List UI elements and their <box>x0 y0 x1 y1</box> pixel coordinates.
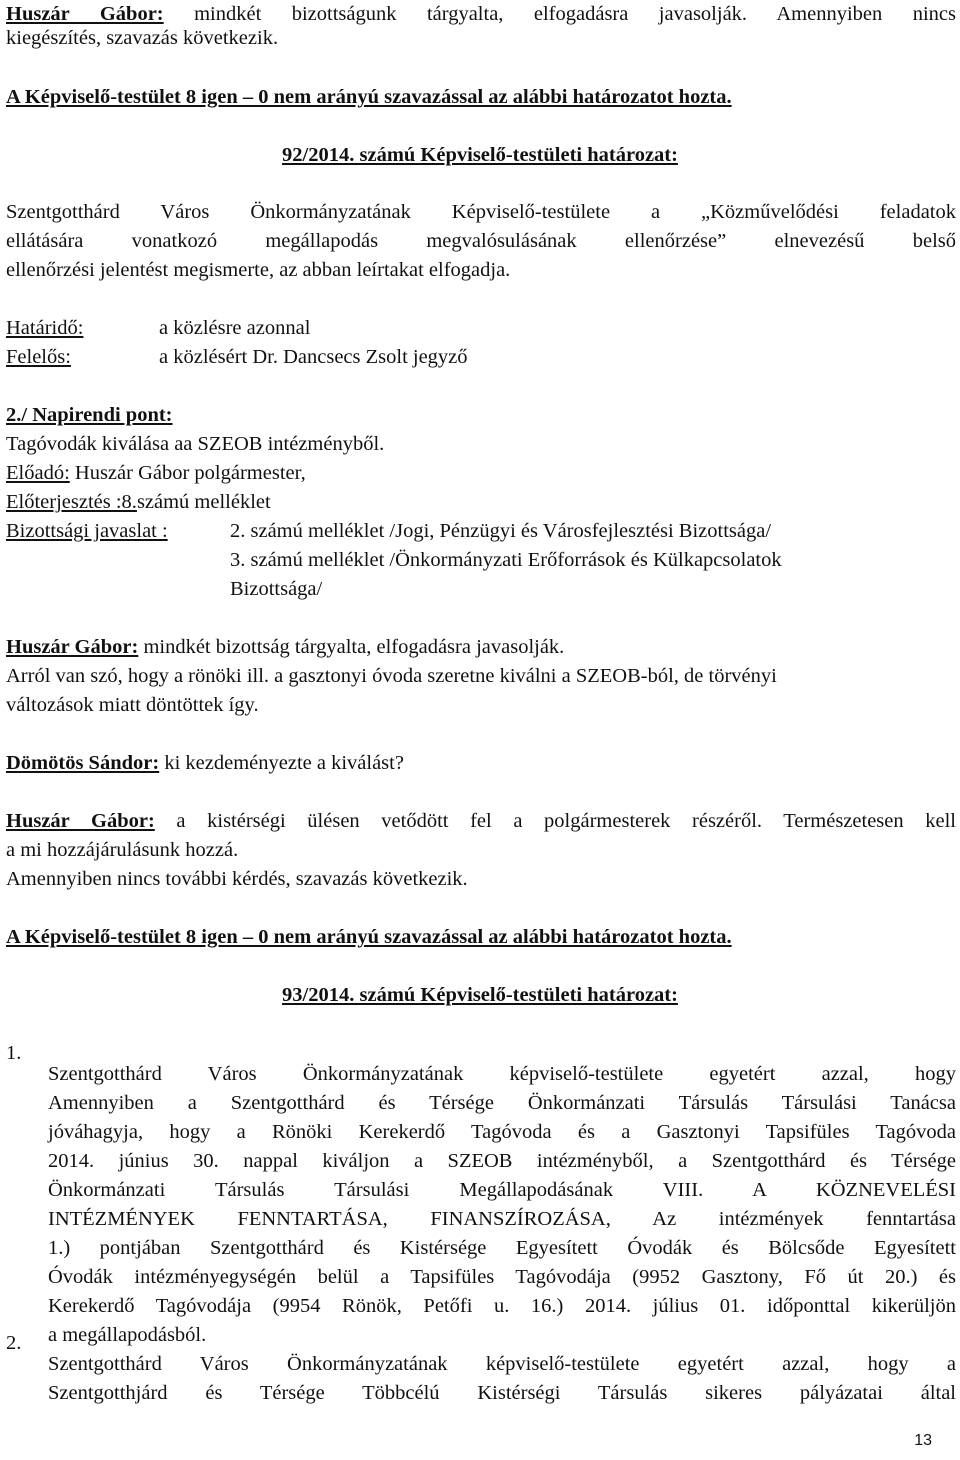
speech-line: kiegészítés, szavazás következik. <box>6 27 279 49</box>
item-line: 2014. június 30. nappal kiváljon a SZEOB intézményből, a Szentgotthárd és Térsége <box>48 1149 956 1172</box>
speaker-name: Huszár Gábor: <box>6 3 164 25</box>
item-line: Szentgotthárd Város Önkormányzatának képviselő-testülete egyetért azzal, hogy <box>48 1062 956 1085</box>
speech-line: változások miatt döntöttek így. <box>6 694 259 716</box>
proposal-row <box>6 488 956 517</box>
speech-line: a mi hozzájárulásunk hozzá. <box>6 839 239 861</box>
deadline-label: Határidő: <box>6 317 84 339</box>
page-number: 13 <box>914 1432 932 1449</box>
item-number: 1. <box>6 1042 22 1064</box>
item-line: Szentgotthjárd és Térsége Többcélú Kistérségi Társulás sikeres pályázatai által <box>48 1381 956 1404</box>
committee-line: Bizottsága/ <box>230 578 323 600</box>
speaker-name: Huszár Gábor: <box>6 636 139 658</box>
committee-line: 2. számú melléklet /Jogi, Pénzügyi és Városfejlesztési Bizottsága/ <box>230 520 772 542</box>
speech-line: Dömötös Sándor: ki kezdeményezte a kiválást? <box>6 752 404 774</box>
responsible-value: a közlésért Dr. Dancsecs Zsolt jegyző <box>159 346 468 368</box>
responsible-label: Felelős: <box>6 346 71 368</box>
speech-line: Huszár Gábor: mindkét bizottság tárgyalta, elfogadásra javasolják. <box>6 636 565 658</box>
presenter-label: Előadó: <box>6 462 70 484</box>
presenter-row <box>6 459 956 488</box>
speech-line: Arról van szó, hogy a rönöki ill. a gasztonyi óvoda szeretne kiválni a SZEOB-ból, de törvényi <box>6 665 777 687</box>
item-line: Szentgotthárd Város Önkormányzatának képviselő-testülete egyetért azzal, hogy a <box>48 1352 956 1375</box>
item-line: INTÉZMÉNYEK FENNTARTÁSA, FINANSZÍROZÁSA, Az intézmények fenntartása <box>48 1207 956 1230</box>
speaker-name: Dömötös Sándor: <box>6 752 160 774</box>
item-line: Önkormánzati Társulás Társulási Megállapodásának VIII. A KÖZNEVELÉSI <box>48 1178 956 1201</box>
speech-line: Amennyiben nincs további kérdés, szavazás következik. <box>6 868 468 890</box>
resolution-title: 93/2014. számú Képviselő-testületi határozat: <box>282 984 678 1006</box>
resolution-text-line: ellátására vonatkozó megállapodás megvalósulásának ellenőrzése” elnevezésű belső <box>6 230 956 252</box>
resolution-text-line: ellenőrzési jelentést megismerte, az abban leírtakat elfogadja. <box>6 259 511 281</box>
vote-result: A Képviselő-testület 8 igen – 0 nem arányú szavazással az alábbi határozatot hozta. <box>6 926 732 948</box>
responsible-row <box>6 343 956 372</box>
resolution-title: 92/2014. számú Képviselő-testületi határozat: <box>282 144 678 166</box>
agenda-title: 2./ Napirendi pont: <box>6 404 173 426</box>
agenda-subject: Tagóvodák kiválása aa SZEOB intézményből. <box>6 433 385 455</box>
item-line: Amennyiben a Szentgotthárd és Térsége Önkormánzati Társulás Társulási Tanácsa <box>48 1091 956 1114</box>
deadline-row <box>6 314 956 343</box>
proposal-label: Előterjesztés :8. <box>6 491 137 513</box>
resolution-text-line: Szentgotthárd Város Önkormányzatának Képviselő-testülete a „Közművelődési feladatok <box>6 201 956 223</box>
item-number: 2. <box>6 1332 22 1354</box>
item-line: jóváhagyja, hogy a Rönöki Kerekerdő Tagóvoda és a Gasztonyi Tapsifüles Tagóvoda <box>48 1120 956 1143</box>
speaker-name: Huszár Gábor: <box>6 810 155 832</box>
item-line: Óvodák intézményegységén belül a Tapsifüles Tagóvodája (9952 Gasztony, Fő út 20.) és <box>48 1265 956 1288</box>
speech-line: Huszár Gábor: mindkét bizottságunk tárgyalta, elfogadásra javasolják. Amennyiben nincs <box>6 3 956 25</box>
vote-result: A Képviselő-testület 8 igen – 0 nem arányú szavazással az alábbi határozatot hozta. <box>6 86 732 108</box>
committee-label: Bizottsági javaslat : <box>6 520 168 542</box>
item-line: Kerekerdő Tagóvodája (9954 Rönök, Petőfi u. 16.) 2014. július 01. időponttal kikerüljön <box>48 1294 956 1317</box>
item-line: 1.) pontjában Szentgotthárd és Kistérsége Egyesített Óvodák és Bölcsőde Egyesített <box>48 1236 956 1259</box>
presenter-value: Huszár Gábor polgármester, <box>69 462 306 484</box>
deadline-value: a közlésre azonnal <box>159 317 311 339</box>
item-line: a megállapodásból. <box>48 1323 207 1346</box>
speech-line: Huszár Gábor: a kistérségi ülésen vetődött fel a polgármesterek részéről. Természetesen kell <box>6 810 956 832</box>
committee-line: 3. számú melléklet /Önkormányzati Erőforrások és Külkapcsolatok <box>230 549 782 571</box>
committee-row <box>6 517 956 546</box>
proposal-value: számú melléklet <box>136 491 271 513</box>
